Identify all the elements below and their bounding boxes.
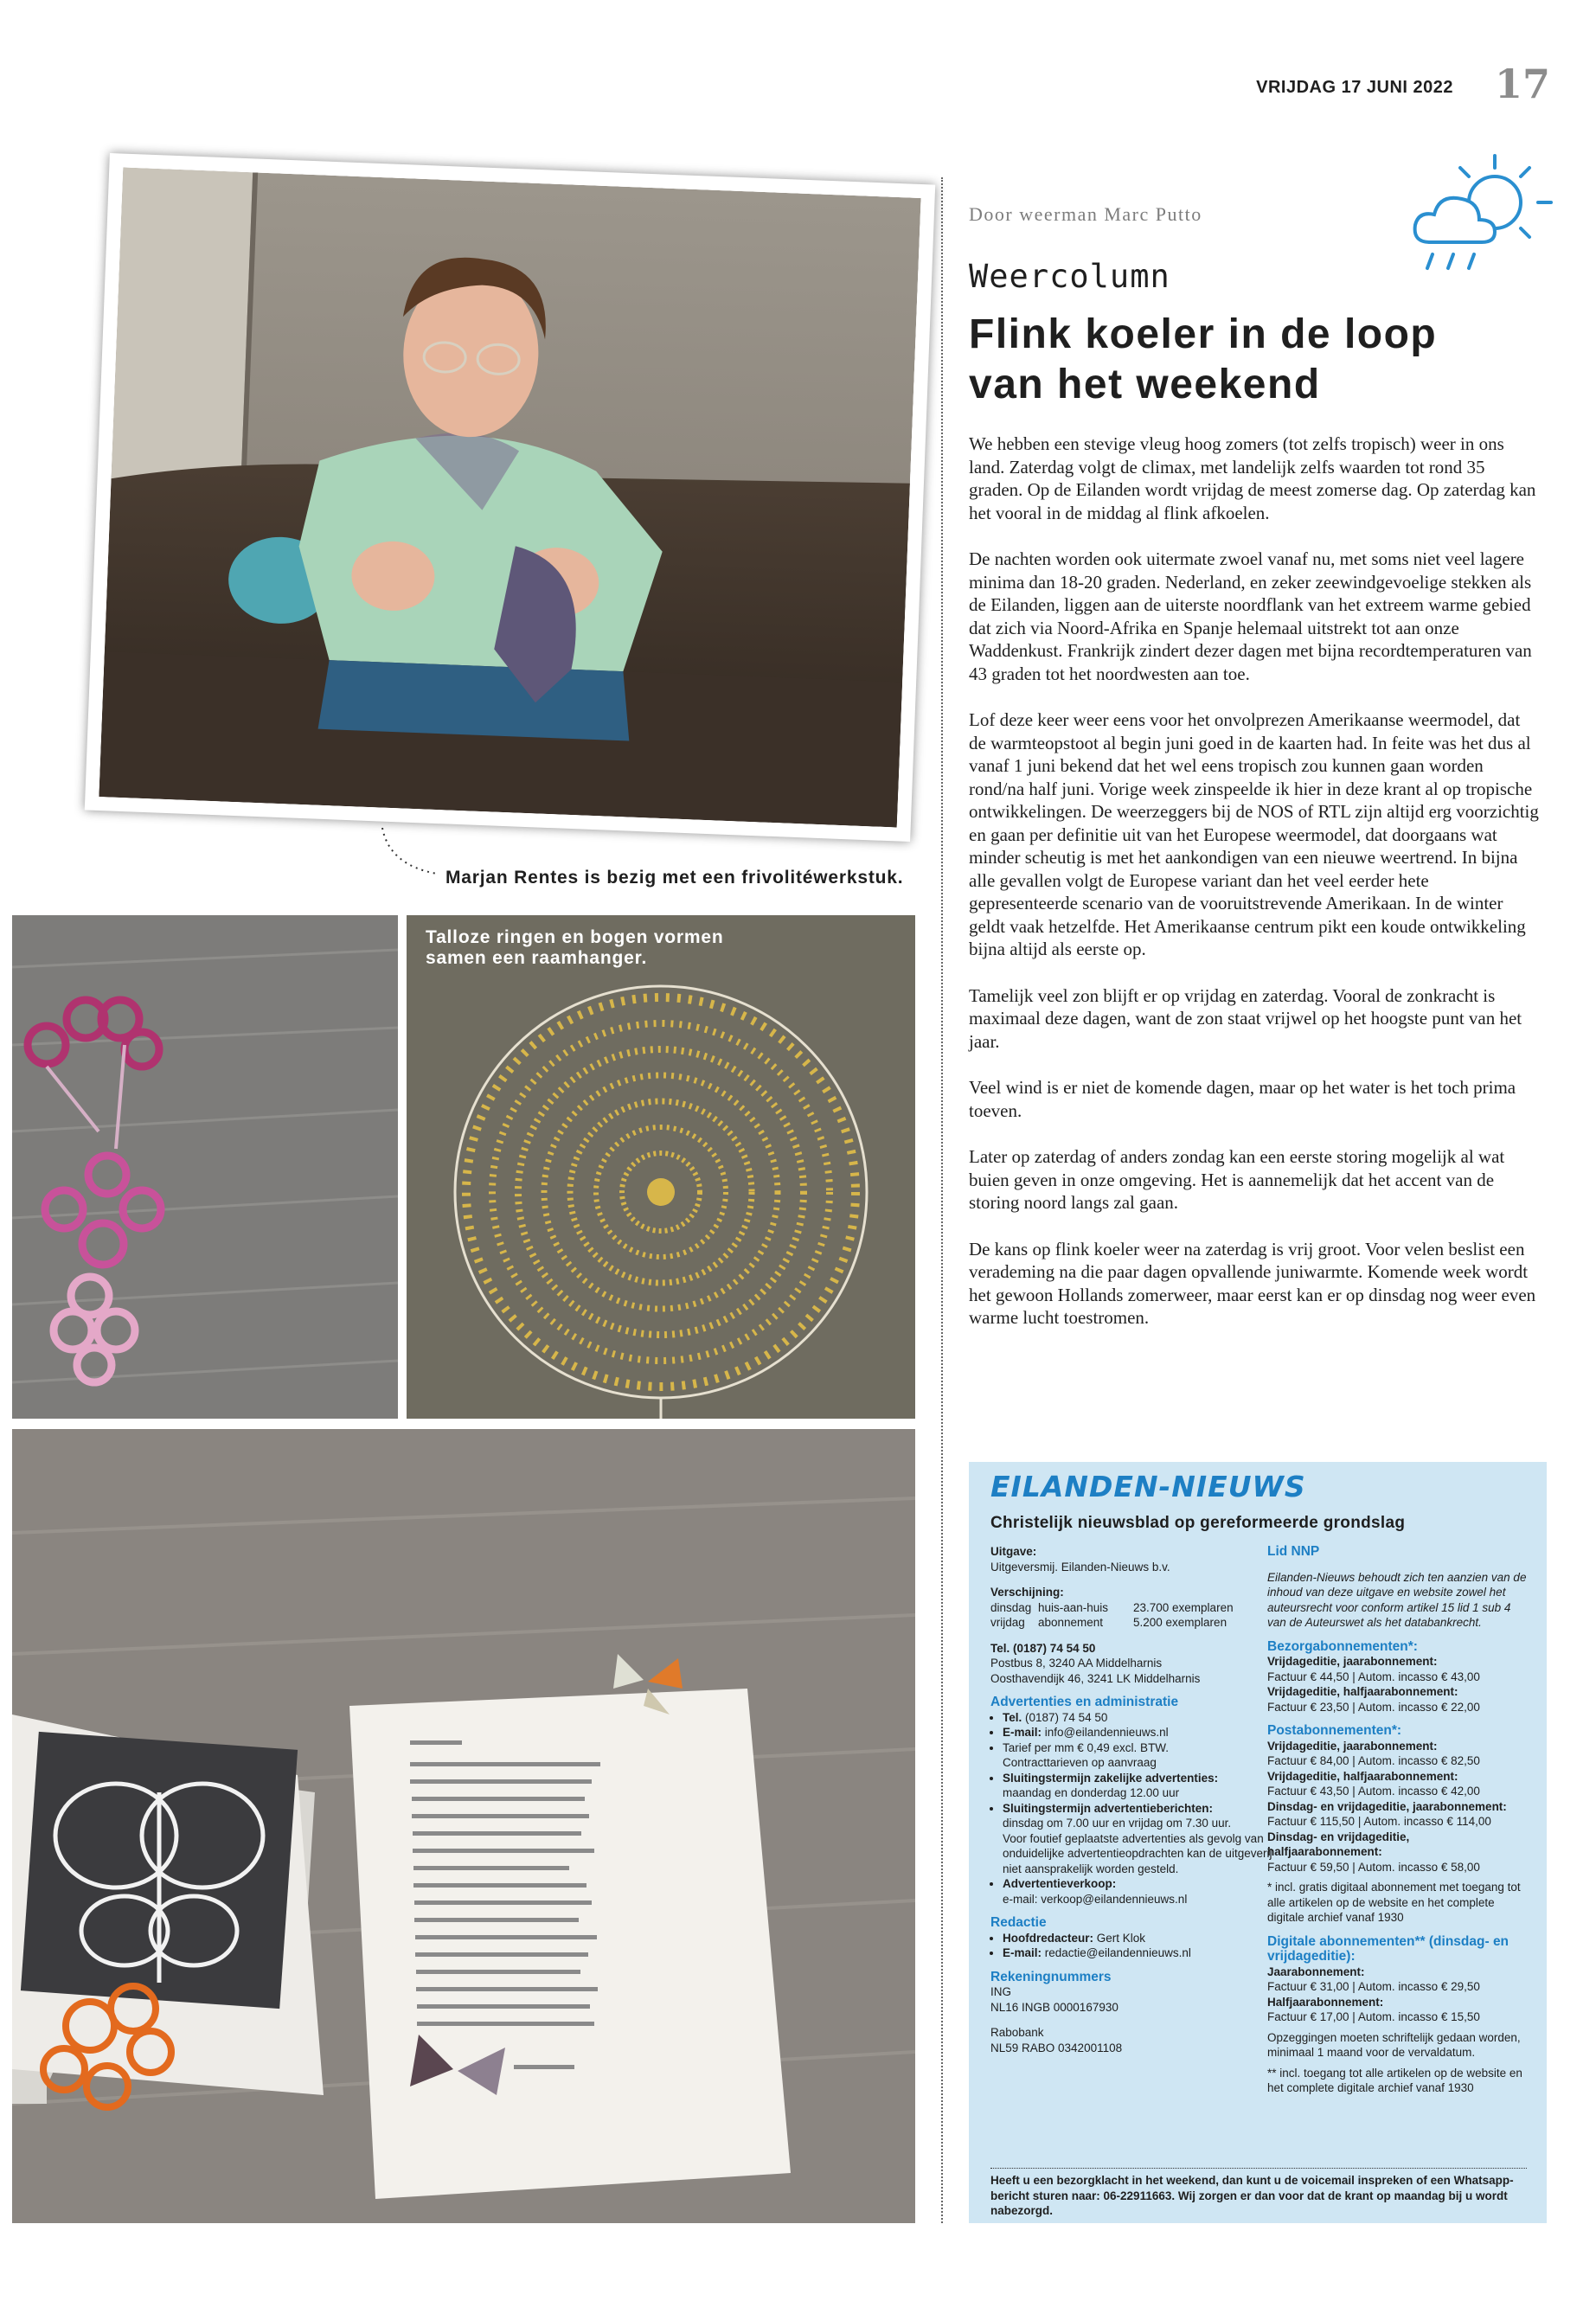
- verschijning-day: vrijdag: [990, 1616, 1025, 1629]
- adv-tel: [1003, 1710, 1276, 1726]
- adv-verkoop-label: Advertentieverkoop:: [1003, 1877, 1117, 1890]
- verschijning-label: Verschijning:: [990, 1586, 1064, 1599]
- redactie-email-label: E-mail:: [1003, 1946, 1042, 1959]
- weather-sun-cloud-icon: [1408, 149, 1555, 274]
- caption-pointer: [381, 826, 441, 878]
- verschijning-type: abonnement: [1038, 1616, 1104, 1629]
- adv-email-value[interactable]: info@eilandennieuws.nl: [1044, 1726, 1169, 1739]
- colofon-box: [969, 1462, 1547, 2223]
- verschijning-count: 23.700 exemplaren: [1133, 1600, 1234, 1614]
- adv-sluit-zakelijk-value: maandag en donderdag 12.00 uur: [1003, 1786, 1180, 1799]
- adv-sluit-zakelijk-label: Sluitingstermijn zakelijke advertenties:: [1003, 1771, 1219, 1785]
- redactie-hoofd-value: Gert Klok: [1096, 1931, 1146, 1945]
- redactie-email-value[interactable]: redactie@eilandennieuws.nl: [1044, 1946, 1191, 1959]
- redactie-email: [1003, 1945, 1276, 1961]
- main-photo: [85, 153, 935, 842]
- digi-heading: Digitale abonnementen** (dinsdag- en vrijdageditie):: [1267, 1933, 1509, 1964]
- colofon-left-column: [990, 1544, 1276, 2055]
- verschijning-count: 5.200 exemplaren: [1133, 1616, 1227, 1629]
- bank2-number: NL59 RABO 0342001108: [990, 2041, 1123, 2054]
- tel-line: [990, 1641, 1276, 1657]
- adv-tel-value: (0187) 74 54 50: [1025, 1710, 1108, 1724]
- doily-image: [407, 915, 915, 1419]
- page-number: 17: [1495, 61, 1551, 107]
- adv-verkoop: [1003, 1876, 1276, 1907]
- post-2-value: Factuur € 43,50 | Autom. incasso € 42,00: [1267, 1785, 1480, 1798]
- bezorg-1-label: Vrijdageditie, jaarabonnement:: [1267, 1655, 1438, 1668]
- nnp-heading: Lid NNP: [1267, 1544, 1320, 1559]
- tel-label: Tel.: [990, 1641, 1010, 1655]
- post-4-value: Factuur € 59,50 | Autom. incasso € 58,00: [1267, 1860, 1480, 1874]
- adv-sluit-zakelijk: [1003, 1771, 1276, 1801]
- address-visit: Oosthavendijk 46, 3241 LK Middelharnis: [990, 1671, 1201, 1685]
- issue-date: VRIJDAG 17 JUNI 2022: [1256, 78, 1453, 97]
- digi-2-value: Factuur € 17,00 | Autom. incasso € 15,50: [1267, 2010, 1480, 2023]
- digi-note: ** incl. toegang tot alle artikelen op de website en het complete digitale archief vanaf 1930: [1267, 2066, 1522, 2094]
- redactie-list: [990, 1931, 1276, 1961]
- opzeg-text: Opzeggingen moeten schriftelijk gedaan worden, minimaal 1 maand voor de vervaldatum.: [1267, 2030, 1521, 2059]
- article-body: [969, 433, 1540, 1353]
- newspaper-logo: EILANDEN-NIEUWS: [990, 1470, 1306, 1503]
- colofon-right-column: [1267, 1544, 1527, 2096]
- doily-caption: Talloze ringen en bogen vormen samen een raamhanger.: [426, 927, 724, 968]
- post-1-label: Vrijdageditie, jaarabonnement:: [1267, 1739, 1438, 1753]
- article-paragraph: De nachten worden ook uitermate zwoel vanaf nu, met soms niet veel lagere minima dan 18-20 graden. Nederland, en zeker zeewindgevoelige stekken als de Eilanden, liggen aan de uiterste noordflank van het extreem warme gebied dat zich via Noord-Afrika en Spanje helemaal uitstrekt tot aan onze Waddenkust. Frankrijk zindert dezer dagen met bijna recordtemperaturen van 43 graden tot het noordwesten aan toe.: [969, 548, 1532, 684]
- redactie-heading: Redactie: [990, 1915, 1047, 1930]
- uitgave-value: Uitgeversmij. Eilanden-Nieuws b.v.: [990, 1560, 1170, 1574]
- newspaper-tagline: Christelijk nieuwsblad op gereformeerde grondslag: [990, 1514, 1406, 1532]
- post-4-label: Dinsdag- en vrijdageditie, halfjaarabonnement:: [1267, 1830, 1410, 1858]
- address-post: Postbus 8, 3240 AA Middelharnis: [990, 1657, 1163, 1670]
- bank2-name: Rabobank: [990, 2026, 1044, 2039]
- book-butterfly-photo: [12, 1429, 915, 2223]
- adv-email: [1003, 1725, 1276, 1740]
- article-paragraph: De kans op flink koeler weer na zaterdag is vrij groot. Voor velen beslist een verademing na die paar dagen opvallende juniwarmte. Komende week wordt het gewoon Hollands zomerweer, maar eerst kan er op dinsdag nog weer even warme lucht toestromen.: [969, 1238, 1536, 1328]
- post-heading: Postabonnementen*:: [1267, 1723, 1402, 1738]
- adv-verkoop-value[interactable]: e-mail: verkoop@eilandennieuws.nl: [1003, 1892, 1188, 1906]
- adv-contract-text: Contracttarieven op aanvraag: [1003, 1756, 1157, 1769]
- adv-sluit-berichten-label: Sluitingstermijn advertentieberichten:: [1003, 1801, 1214, 1815]
- adv-list: [990, 1710, 1276, 1907]
- woman-tatting-photo: [99, 168, 920, 828]
- verschijning-type: huis-aan-huis: [1038, 1600, 1109, 1614]
- bank1-name: ING: [990, 1985, 1012, 1998]
- article-paragraph: Lof deze keer weer eens voor het onvolprezen Amerikaanse weermodel, dat de warmteopstoot al begin juni goed in de kaarten had. In feite was het dus al vanaf 1 juni bekend dat het wel eens tropisch zou kunnen gaan worden rond/na half juni. Vorige week zinspeelde ik hier in deze krant al op tropische ontwikkelingen. De weerzeggers bij de NOS of RTL zijn altijd erg voorzichtig en gaan per definitie uit van het Europese weermodel, dat doorgaans wat minder scheutig is met het aankondigen van een nieuwe weertrend. In bijna alle gevallen volgt de Europese variant dan het veel eerder hete gepresenteerde scenario van de vooruitstrevende Amerikaan. In de winter geldt vaak hetzelfde. Het Amerikaanse centrum pikt een koude ontwikkeling bijna altijd als eerste op.: [969, 709, 1539, 959]
- verschijning-row: [990, 1600, 1276, 1616]
- adv-tarief: [1003, 1740, 1276, 1771]
- adv-sluit-berichten: [1003, 1801, 1276, 1877]
- bezorg-heading: Bezorgabonnementen*:: [1267, 1638, 1418, 1654]
- article-headline: Flink koeler in de loop van het weekend: [969, 311, 1438, 407]
- article-paragraph: Veel wind is er niet de komende dagen, maar op het water is het toch prima toeven.: [969, 1077, 1516, 1121]
- redactie-hoofd-label: Hoofdredacteur:: [1003, 1931, 1094, 1945]
- section-kicker: Weercolumn: [969, 258, 1170, 295]
- colofon-footer: Heeft u een bezorgklacht in het weekend, dan kunt u de voicemail inspreken of een Whatsapp-bericht sturen naar: 06-22911663. Wij zorgen er dan voor dat de krant op maandag bij u wordt nabezorgd.: [990, 2174, 1514, 2217]
- tatted-cross-photo: [12, 915, 398, 1419]
- tatted-doily-photo: [407, 915, 915, 1419]
- post-1-value: Factuur € 84,00 | Autom. incasso € 82,50: [1267, 1754, 1480, 1767]
- verschijning-row: [990, 1615, 1276, 1631]
- adv-tarief-text: Tarief per mm € 0,49 excl. BTW.: [1003, 1740, 1170, 1754]
- book-image: [12, 1429, 915, 2223]
- adv-disclaimer: Voor foutief geplaatste advertenties als gevolg van onduidelijke advertentieopdrachten kan de uitgeverij niet aansprakelijk worden gesteld.: [1003, 1831, 1272, 1875]
- redactie-hoofd: [1003, 1931, 1276, 1946]
- post-3-value: Factuur € 115,50 | Autom. incasso € 114,00: [1267, 1815, 1491, 1828]
- article-paragraph: We hebben een stevige vleug hoog zomers (tot zelfs tropisch) weer in ons land. Zaterdag volgt de climax, met landelijk zelfs waarden tot rond 35 graden. Op de Eilanden wordt vrijdag de meest zomerse dag. Op zaterdag kan het vooral in de middag al flink afkoelen.: [969, 433, 1536, 523]
- post-3-label: Dinsdag- en vrijdageditie, jaarabonnement:: [1267, 1799, 1507, 1813]
- adv-sluit-berichten-value: dinsdag om 7.00 uur en vrijdag om 7.30 uur.: [1003, 1817, 1232, 1830]
- bezorg-2-label: Vrijdageditie, halfjaarabonnement:: [1267, 1685, 1458, 1698]
- tel-value: (0187) 74 54 50: [1013, 1641, 1096, 1655]
- adv-email-label: E-mail:: [1003, 1726, 1042, 1739]
- adv-tel-label: Tel.: [1003, 1710, 1022, 1724]
- digi-2-label: Halfjaarabonnement:: [1267, 1995, 1384, 2009]
- article-paragraph: Later op zaterdag of anders zondag kan een eerste storing mogelijk al wat buien geven in onze omgeving. Het is aannemelijk dat het accent van de storing noord langs zal gaan.: [969, 1146, 1505, 1213]
- bank1-number: NL16 INGB 0000167930: [990, 2000, 1118, 2014]
- nnp-text: Eilanden-Nieuws behoudt zich ten aanzien van de inhoud van deze uitgave en website zowel het auteursrecht voor conform artikel 15 lid 1 sub 4 van de Auteurswet als het databankrecht.: [1267, 1570, 1527, 1629]
- digi-1-value: Factuur € 31,00 | Autom. incasso € 29,50: [1267, 1980, 1480, 1993]
- verschijning-day: dinsdag: [990, 1600, 1032, 1614]
- post-note: * incl. gratis digitaal abonnement met toegang tot alle artikelen op de website en het complete digitale archief vanaf 1930: [1267, 1881, 1521, 1924]
- article-paragraph: Tamelijk veel zon blijft er op vrijdag en zaterdag. Vooral de zonkracht is maximaal deze dagen, want de zon staat vrijwel op het hoogste punt van het jaar.: [969, 984, 1522, 1052]
- colofon-footer-divider: [990, 2168, 1527, 2169]
- rekening-heading: Rekeningnummers: [990, 1969, 1112, 1984]
- main-photo-caption: Marjan Rentes is bezig met een frivolitéwerkstuk.: [445, 868, 904, 888]
- byline: Door weerman Marc Putto: [969, 203, 1202, 225]
- bezorg-1-value: Factuur € 44,50 | Autom. incasso € 43,00: [1267, 1670, 1480, 1683]
- uitgave-label: Uitgave:: [990, 1545, 1037, 1558]
- adv-heading: Advertenties en administratie: [990, 1695, 1179, 1709]
- post-2-label: Vrijdageditie, halfjaarabonnement:: [1267, 1769, 1458, 1783]
- digi-1-label: Jaarabonnement:: [1267, 1965, 1365, 1978]
- cross-image: [12, 915, 398, 1419]
- column-divider: [941, 177, 943, 2223]
- bezorg-2-value: Factuur € 23,50 | Autom. incasso € 22,00: [1267, 1700, 1480, 1714]
